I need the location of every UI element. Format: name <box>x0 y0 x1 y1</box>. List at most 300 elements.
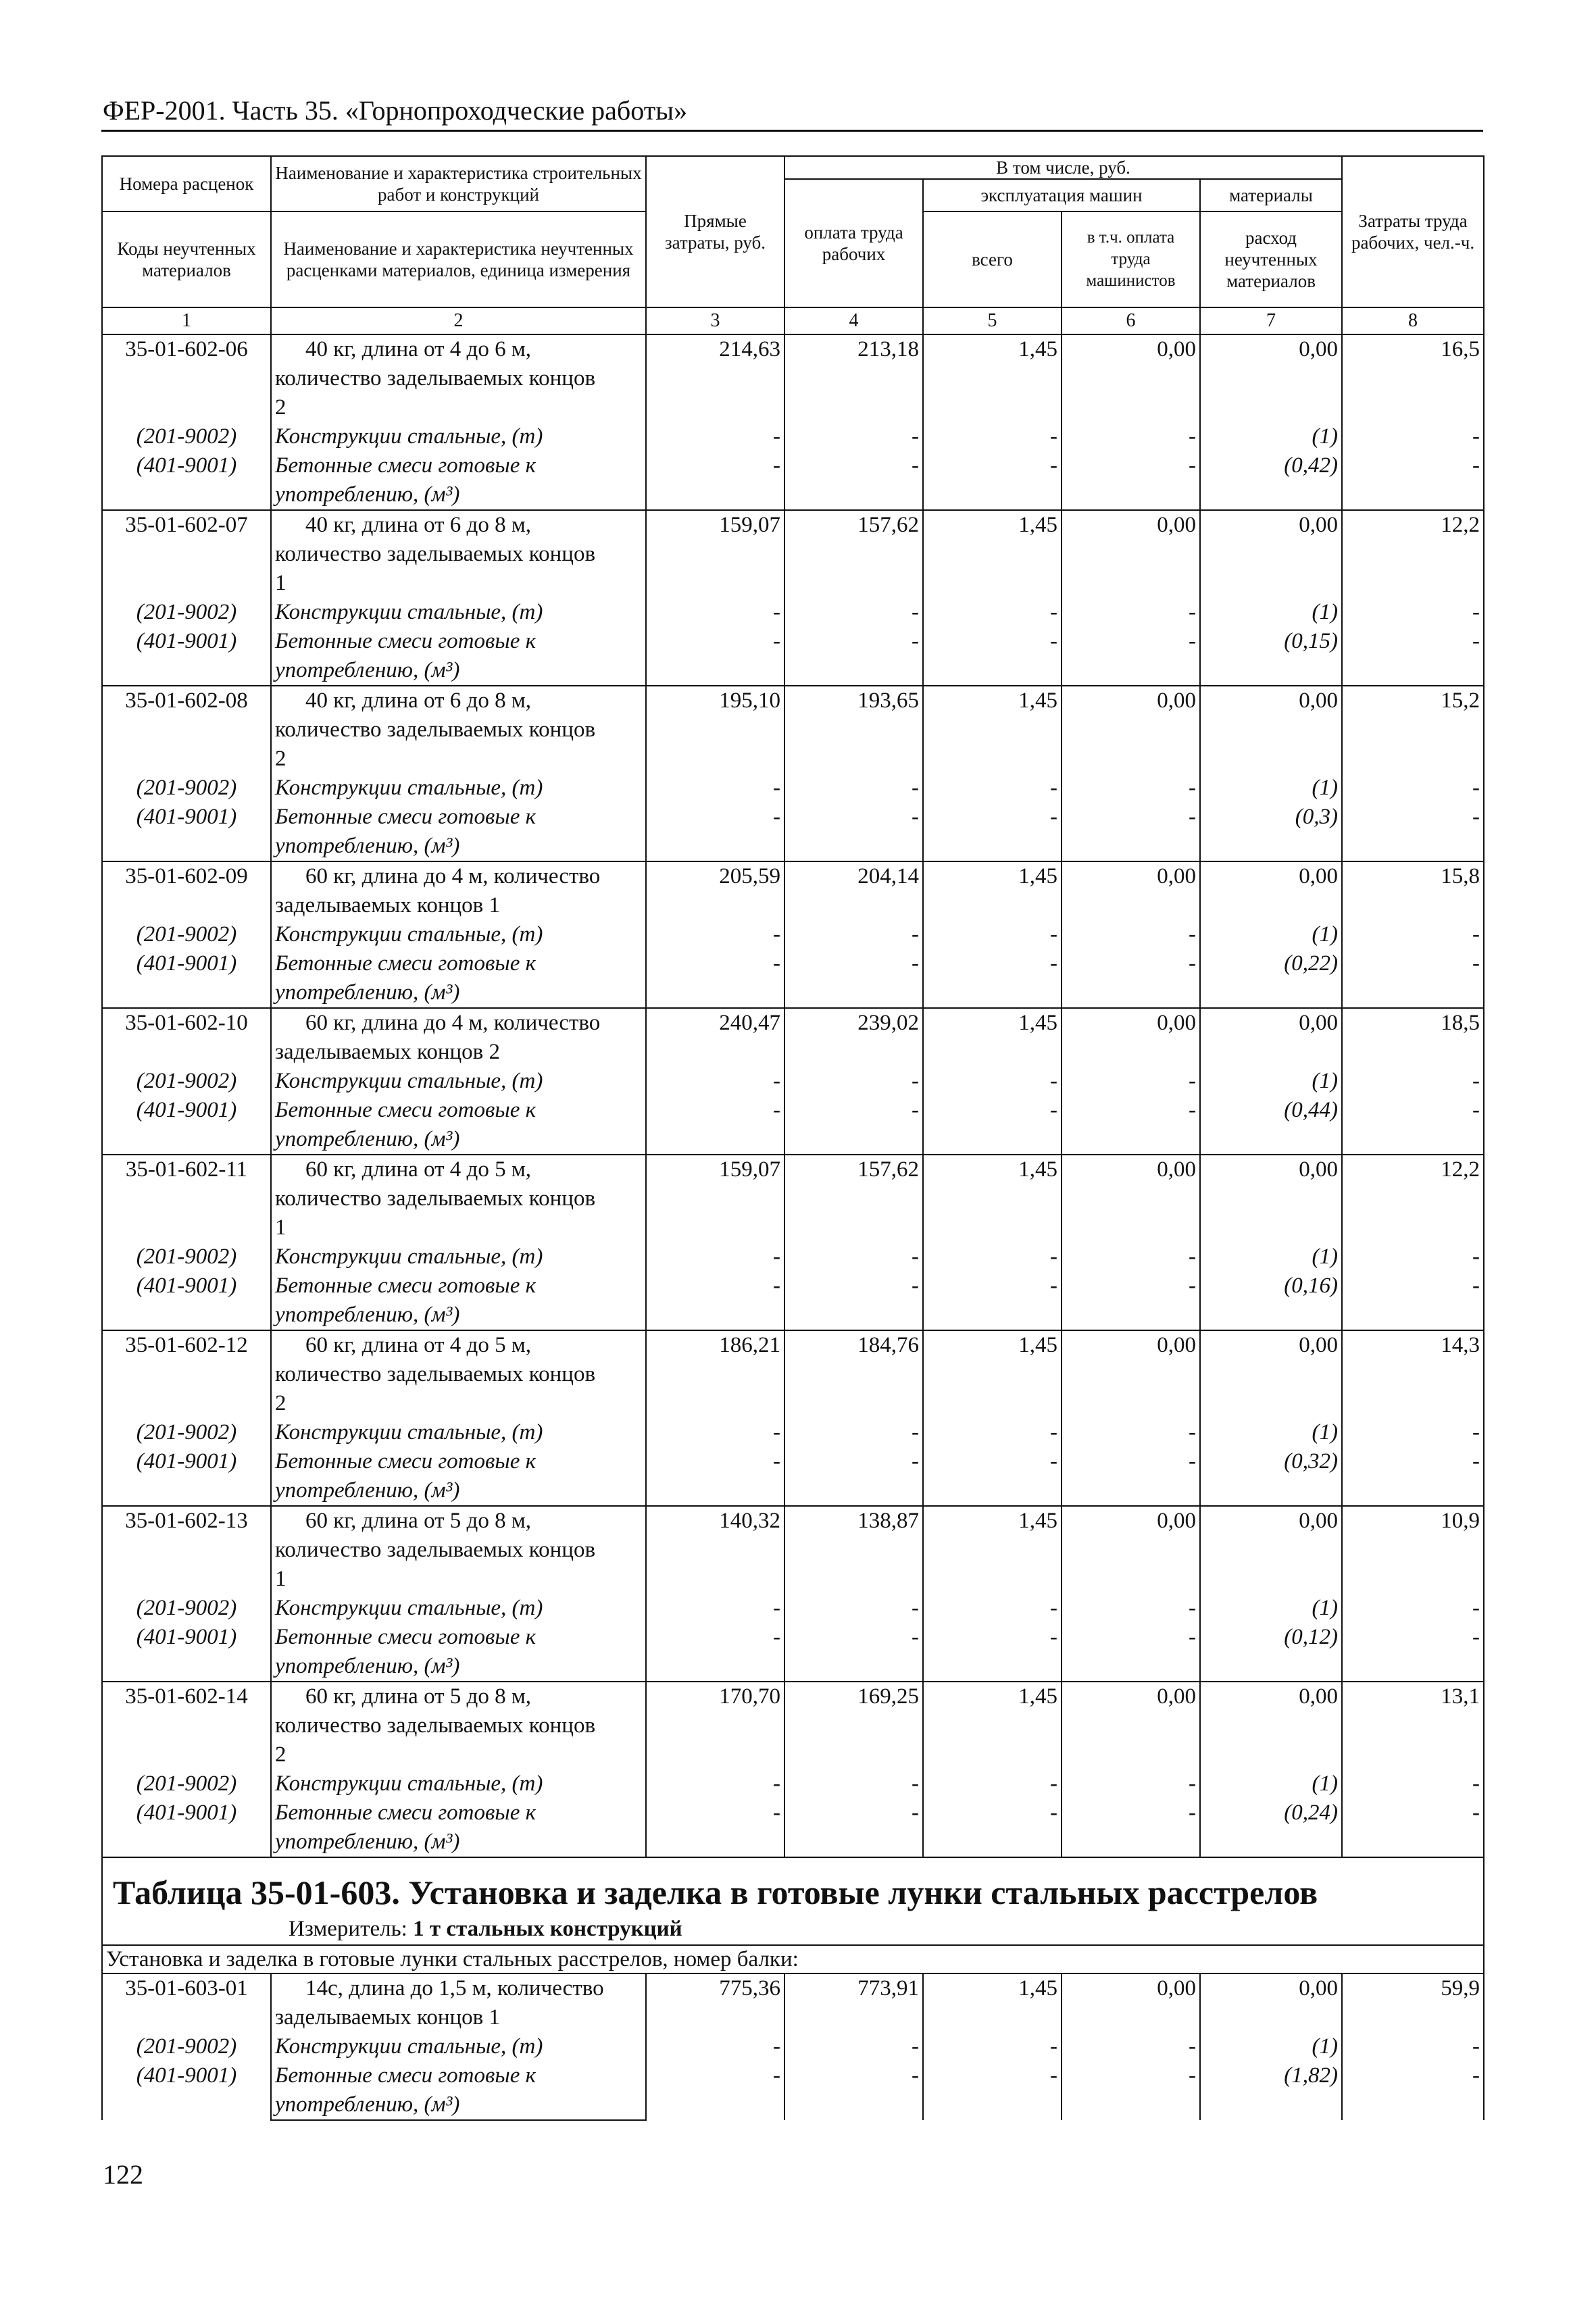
table-row <box>102 686 1484 715</box>
rate-name-line: количество заделываемых концов <box>271 1360 646 1389</box>
material-name-cont: употреблению, (м³) <box>271 1301 646 1330</box>
col-number: 3 <box>646 307 784 334</box>
rate-name-line: количество заделываемых концов <box>271 364 646 393</box>
dash-cell: - <box>1062 1242 1200 1272</box>
dash-cell: - <box>646 774 784 803</box>
table-row <box>102 451 1484 480</box>
dash-cell: - <box>923 422 1062 451</box>
table-row <box>102 949 1484 978</box>
table-row <box>102 1447 1484 1476</box>
dash-cell: - <box>646 451 784 510</box>
rate-labor: 12,2 <box>1342 1155 1484 1242</box>
table-row <box>102 1769 1484 1799</box>
material-code: (201-9002) <box>102 1418 271 1447</box>
header-rule <box>101 130 1483 132</box>
col-material-code-header: Коды неучтенных материалов <box>102 211 271 307</box>
rate-wages: 169,25 <box>784 1682 923 1769</box>
dash-cell: - <box>923 1272 1062 1330</box>
col-material-name-header: Наименование и характеристика неучтенных расценками материалов, единица измерения <box>271 211 646 307</box>
rate-wages: 138,87 <box>784 1506 923 1594</box>
dash-cell: - <box>646 627 784 686</box>
material-name-cont: употреблению, (м³) <box>271 480 646 510</box>
table-row <box>102 774 1484 803</box>
dash-cell: - <box>784 949 923 1008</box>
dash-cell: - <box>923 920 1062 949</box>
rate-labor: 15,2 <box>1342 686 1484 774</box>
material-name: Конструкции стальные, (т) <box>271 422 646 451</box>
dash-cell: - <box>646 949 784 1008</box>
rate-name-line: количество заделываемых концов <box>271 540 646 569</box>
table-row <box>102 1799 1484 1828</box>
rate-name-line: 1 <box>271 1213 646 1242</box>
rate-wages: 213,18 <box>784 334 923 422</box>
material-code: (401-9001) <box>102 1623 271 1682</box>
rate-direct: 170,70 <box>646 1682 784 1769</box>
rates-table <box>101 155 1485 2121</box>
rate-materials: 0,00 <box>1200 1008 1342 1067</box>
material-name: Конструкции стальные, (т) <box>271 598 646 627</box>
table-row <box>102 598 1484 627</box>
rate-code: 35-01-602-10 <box>102 1008 271 1067</box>
dash-cell: - <box>784 451 923 510</box>
dash-cell: - <box>923 803 1062 861</box>
table-row <box>102 1330 1484 1360</box>
rate-labor: 15,8 <box>1342 861 1484 920</box>
table-row <box>102 1067 1484 1096</box>
material-qty: (0,22) <box>1200 949 1342 1008</box>
material-qty: (1,82) <box>1200 2061 1342 2120</box>
measure-label: Измеритель: <box>289 1917 407 1941</box>
rate-materials: 0,00 <box>1200 510 1342 598</box>
dash-cell: - <box>646 803 784 861</box>
dash-cell: - <box>923 1769 1062 1799</box>
dash-cell: - <box>646 598 784 627</box>
rate-direct: 214,63 <box>646 334 784 422</box>
rate-direct: 205,59 <box>646 861 784 920</box>
col-number: 1 <box>102 307 271 334</box>
dash-cell: - <box>1062 422 1200 451</box>
material-name-cont: употреблению, (м³) <box>271 1652 646 1682</box>
material-name-cont: употреблению, (м³) <box>271 978 646 1008</box>
rate-name-line: количество заделываемых концов <box>271 1184 646 1213</box>
material-qty: (0,42) <box>1200 451 1342 510</box>
table-row <box>102 2061 1484 2090</box>
rate-wages: 157,62 <box>784 1155 923 1242</box>
rate-name-line: количество заделываемых концов <box>271 715 646 745</box>
rate-name-line: 40 кг, длина от 6 до 8 м, <box>271 686 646 715</box>
table-row <box>102 2032 1484 2061</box>
dash-cell: - <box>1342 774 1484 803</box>
dash-cell: - <box>1062 1272 1200 1330</box>
rate-name-line: 2 <box>271 1740 646 1769</box>
rate-labor: 14,3 <box>1342 1330 1484 1418</box>
rate-materials: 0,00 <box>1200 1973 1342 2032</box>
rate-direct: 240,47 <box>646 1008 784 1067</box>
material-qty: (1) <box>1200 920 1342 949</box>
dash-cell: - <box>1062 451 1200 510</box>
material-name-cont: употреблению, (м³) <box>271 832 646 861</box>
dash-cell: - <box>1062 627 1200 686</box>
table-row <box>102 627 1484 656</box>
table-row <box>102 803 1484 832</box>
rate-machinists: 0,00 <box>1062 861 1200 920</box>
table-row <box>102 1155 1484 1184</box>
dash-cell: - <box>923 2032 1062 2061</box>
dash-cell: - <box>1062 774 1200 803</box>
table-row <box>102 1272 1484 1301</box>
material-name-cont: употреблению, (м³) <box>271 1828 646 1857</box>
rate-direct: 186,21 <box>646 1330 784 1418</box>
dash-cell: - <box>1342 1242 1484 1272</box>
material-code: (401-9001) <box>102 2061 271 2120</box>
material-qty: (1) <box>1200 1769 1342 1799</box>
rate-materials: 0,00 <box>1200 1682 1342 1769</box>
dash-cell: - <box>1062 1447 1200 1506</box>
table-row <box>102 861 1484 891</box>
rate-code: 35-01-602-14 <box>102 1682 271 1769</box>
material-name: Бетонные смеси готовые к <box>271 451 646 480</box>
rate-name-line: заделываемых концов 1 <box>271 891 646 920</box>
measure-value: 1 т стальных конструкций <box>413 1917 682 1941</box>
dash-cell: - <box>923 1242 1062 1272</box>
rate-machinists: 0,00 <box>1062 510 1200 598</box>
material-code: (201-9002) <box>102 774 271 803</box>
dash-cell: - <box>1062 2032 1200 2061</box>
rate-code: 35-01-602-13 <box>102 1506 271 1594</box>
material-name-cont: употреблению, (м³) <box>271 1125 646 1155</box>
rate-code: 35-01-603-01 <box>102 1973 271 2032</box>
rate-name-line: количество заделываемых концов <box>271 1711 646 1740</box>
dash-cell: - <box>923 774 1062 803</box>
table-row <box>102 510 1484 540</box>
material-name: Бетонные смеси готовые к <box>271 1447 646 1476</box>
col-number: 7 <box>1200 307 1342 334</box>
col-number: 8 <box>1342 307 1484 334</box>
rate-machinists: 0,00 <box>1062 1506 1200 1594</box>
material-qty: (1) <box>1200 422 1342 451</box>
table-row <box>102 1506 1484 1536</box>
dash-cell: - <box>784 627 923 686</box>
dash-cell: - <box>646 2061 784 2120</box>
dash-cell: - <box>646 920 784 949</box>
material-code: (401-9001) <box>102 1799 271 1857</box>
dash-cell: - <box>1342 1067 1484 1096</box>
dash-cell: - <box>1342 1272 1484 1330</box>
rate-machines: 1,45 <box>923 510 1062 598</box>
dash-cell: - <box>646 2032 784 2061</box>
rate-name-line: заделываемых концов 2 <box>271 1038 646 1067</box>
col-labor-header: Затраты труда рабочих, чел.-ч. <box>1342 156 1484 307</box>
dash-cell: - <box>784 422 923 451</box>
material-name: Бетонные смеси готовые к <box>271 627 646 656</box>
material-code: (201-9002) <box>102 2032 271 2061</box>
material-name: Конструкции стальные, (т) <box>271 1594 646 1623</box>
dash-cell: - <box>784 1447 923 1506</box>
machines-group-header: эксплуатация машин <box>923 179 1200 211</box>
table-603-subheader: Установка и заделка в готовые лунки стальных расстрелов, номер балки: <box>102 1945 1484 1973</box>
material-qty: (0,15) <box>1200 627 1342 686</box>
material-name-cont: употреблению, (м³) <box>271 2090 646 2120</box>
col-work-name-header: Наименование и характеристика строительных работ и конструкций <box>271 156 646 211</box>
material-code: (201-9002) <box>102 1067 271 1096</box>
material-name: Бетонные смеси готовые к <box>271 1623 646 1652</box>
rate-name-line: 60 кг, длина до 4 м, количество <box>271 861 646 891</box>
rate-name-line: 2 <box>271 393 646 422</box>
rate-name-line: 60 кг, длина до 4 м, количество <box>271 1008 646 1038</box>
dash-cell: - <box>1342 1447 1484 1506</box>
material-code: (201-9002) <box>102 920 271 949</box>
material-name: Конструкции стальные, (т) <box>271 1769 646 1799</box>
material-name: Конструкции стальные, (т) <box>271 2032 646 2061</box>
dash-cell: - <box>646 1242 784 1272</box>
material-name: Бетонные смеси готовые к <box>271 803 646 832</box>
dash-cell: - <box>923 1447 1062 1506</box>
dash-cell: - <box>1342 1799 1484 1857</box>
dash-cell: - <box>646 1594 784 1623</box>
dash-cell: - <box>784 1272 923 1330</box>
rate-materials: 0,00 <box>1200 1155 1342 1242</box>
rate-labor: 13,1 <box>1342 1682 1484 1769</box>
rate-machines: 1,45 <box>923 334 1062 422</box>
rate-name-line: 1 <box>271 569 646 598</box>
rate-name-line: 1 <box>271 1565 646 1594</box>
material-qty: (1) <box>1200 1594 1342 1623</box>
rate-name-line: 60 кг, длина от 5 до 8 м, <box>271 1682 646 1711</box>
dash-cell: - <box>1342 803 1484 861</box>
material-qty: (0,12) <box>1200 1623 1342 1682</box>
material-code: (401-9001) <box>102 1272 271 1330</box>
dash-cell: - <box>1342 451 1484 510</box>
dash-cell: - <box>1062 1769 1200 1799</box>
rate-materials: 0,00 <box>1200 334 1342 422</box>
material-name: Конструкции стальные, (т) <box>271 920 646 949</box>
rate-machinists: 0,00 <box>1062 1008 1200 1067</box>
rate-machinists: 0,00 <box>1062 334 1200 422</box>
rate-name-line: заделываемых концов 1 <box>271 2003 646 2032</box>
dash-cell: - <box>923 1799 1062 1857</box>
material-name-cont: употреблению, (м³) <box>271 1476 646 1506</box>
measure-line <box>106 1913 1480 1944</box>
rate-machinists: 0,00 <box>1062 1973 1200 2032</box>
table-row <box>102 334 1484 364</box>
dash-cell: - <box>1342 1418 1484 1447</box>
rate-machines: 1,45 <box>923 1155 1062 1242</box>
col-number: 5 <box>923 307 1062 334</box>
table-row <box>102 1594 1484 1623</box>
dash-cell: - <box>923 1418 1062 1447</box>
material-code: (401-9001) <box>102 803 271 861</box>
col-rate-number-header: Номера расценок <box>102 156 271 211</box>
dash-cell: - <box>646 1799 784 1857</box>
dash-cell: - <box>784 1067 923 1096</box>
table-row <box>102 1096 1484 1125</box>
rate-wages: 193,65 <box>784 686 923 774</box>
rate-wages: 184,76 <box>784 1330 923 1418</box>
rate-machines: 1,45 <box>923 686 1062 774</box>
material-code: (201-9002) <box>102 598 271 627</box>
dash-cell: - <box>784 920 923 949</box>
dash-cell: - <box>784 1096 923 1155</box>
table-row <box>102 1418 1484 1447</box>
dash-cell: - <box>784 2032 923 2061</box>
rate-name-line: 40 кг, длина от 4 до 6 м, <box>271 334 646 364</box>
dash-cell: - <box>646 1418 784 1447</box>
dash-cell: - <box>1342 949 1484 1008</box>
col-number: 6 <box>1062 307 1200 334</box>
rate-machinists: 0,00 <box>1062 1155 1200 1242</box>
rate-labor: 59,9 <box>1342 1973 1484 2032</box>
rate-direct: 159,07 <box>646 1155 784 1242</box>
rate-materials: 0,00 <box>1200 1330 1342 1418</box>
rate-machines: 1,45 <box>923 1682 1062 1769</box>
table-row <box>102 1682 1484 1711</box>
rate-materials: 0,00 <box>1200 1506 1342 1594</box>
dash-cell: - <box>923 1067 1062 1096</box>
material-qty: (0,32) <box>1200 1447 1342 1506</box>
material-name: Бетонные смеси готовые к <box>271 949 646 978</box>
material-name: Конструкции стальные, (т) <box>271 1067 646 1096</box>
material-code: (201-9002) <box>102 422 271 451</box>
dash-cell: - <box>923 2061 1062 2120</box>
material-code: (201-9002) <box>102 1242 271 1272</box>
material-qty: (1) <box>1200 1242 1342 1272</box>
dash-cell: - <box>646 422 784 451</box>
dash-cell: - <box>1342 422 1484 451</box>
dash-cell: - <box>923 1096 1062 1155</box>
material-qty: (0,44) <box>1200 1096 1342 1155</box>
dash-cell: - <box>923 1623 1062 1682</box>
rate-wages: 773,91 <box>784 1973 923 2032</box>
material-code: (401-9001) <box>102 1447 271 1506</box>
dash-cell: - <box>1062 803 1200 861</box>
rate-wages: 157,62 <box>784 510 923 598</box>
dash-cell: - <box>1062 598 1200 627</box>
dash-cell: - <box>646 1272 784 1330</box>
material-name: Бетонные смеси готовые к <box>271 1799 646 1828</box>
dash-cell: - <box>784 1418 923 1447</box>
material-qty: (1) <box>1200 2032 1342 2061</box>
rate-machinists: 0,00 <box>1062 1330 1200 1418</box>
col-materials-consumption-header: расход неучтенных материалов <box>1200 211 1342 307</box>
material-code: (201-9002) <box>102 1769 271 1799</box>
dash-cell: - <box>1342 1594 1484 1623</box>
material-qty: (1) <box>1200 1418 1342 1447</box>
material-code: (401-9001) <box>102 627 271 686</box>
rate-code: 35-01-602-08 <box>102 686 271 774</box>
rate-labor: 12,2 <box>1342 510 1484 598</box>
dash-cell: - <box>784 803 923 861</box>
rate-code: 35-01-602-06 <box>102 334 271 422</box>
rate-wages: 204,14 <box>784 861 923 920</box>
rate-materials: 0,00 <box>1200 861 1342 920</box>
material-name: Бетонные смеси готовые к <box>271 1272 646 1301</box>
page-number: 122 <box>103 2159 143 2190</box>
rate-machines: 1,45 <box>923 861 1062 920</box>
dash-cell: - <box>784 598 923 627</box>
table-603-title: Таблица 35-01-603. Установка и заделка в готовые лунки стальных расстрелов <box>113 1873 1318 1911</box>
dash-cell: - <box>1342 627 1484 686</box>
dash-cell: - <box>1062 1799 1200 1857</box>
dash-cell: - <box>1062 2061 1200 2120</box>
material-name: Бетонные смеси готовые к <box>271 1096 646 1125</box>
dash-cell: - <box>923 598 1062 627</box>
material-qty: (0,3) <box>1200 803 1342 861</box>
material-name: Конструкции стальные, (т) <box>271 774 646 803</box>
rate-labor: 10,9 <box>1342 1506 1484 1594</box>
dash-cell: - <box>784 1594 923 1623</box>
rate-name-line: 60 кг, длина от 5 до 8 м, <box>271 1506 646 1536</box>
dash-cell: - <box>1062 1418 1200 1447</box>
rate-code: 35-01-602-12 <box>102 1330 271 1418</box>
material-code: (401-9001) <box>102 949 271 1008</box>
running-header: ФЕР-2001. Часть 35. «Горнопроходческие работы» <box>103 95 688 126</box>
material-qty: (1) <box>1200 774 1342 803</box>
table-row <box>102 1242 1484 1272</box>
material-qty: (1) <box>1200 1067 1342 1096</box>
rate-machinists: 0,00 <box>1062 1682 1200 1769</box>
table-row <box>102 1973 1484 2003</box>
rate-code: 35-01-602-09 <box>102 861 271 920</box>
table-row <box>102 1623 1484 1652</box>
material-code: (401-9001) <box>102 1096 271 1155</box>
rate-machines: 1,45 <box>923 1330 1062 1418</box>
dash-cell: - <box>1062 920 1200 949</box>
dash-cell: - <box>784 2061 923 2120</box>
dash-cell: - <box>646 1769 784 1799</box>
incl-group-header: В том числе, руб. <box>784 156 1342 179</box>
material-code: (401-9001) <box>102 451 271 510</box>
dash-cell: - <box>784 1799 923 1857</box>
dash-cell: - <box>646 1623 784 1682</box>
dash-cell: - <box>1342 2032 1484 2061</box>
material-name: Бетонные смеси готовые к <box>271 2061 646 2090</box>
rate-name-line: 60 кг, длина от 4 до 5 м, <box>271 1155 646 1184</box>
rate-name-line: 60 кг, длина от 4 до 5 м, <box>271 1330 646 1360</box>
col-machines-total-header: всего <box>923 211 1062 307</box>
rate-direct: 775,36 <box>646 1973 784 2032</box>
dash-cell: - <box>646 1067 784 1096</box>
table-row <box>102 1008 1484 1038</box>
dash-cell: - <box>1342 598 1484 627</box>
rate-direct: 195,10 <box>646 686 784 774</box>
dash-cell: - <box>1062 1096 1200 1155</box>
dash-cell: - <box>1062 1067 1200 1096</box>
dash-cell: - <box>1342 1769 1484 1799</box>
rate-name-line: 2 <box>271 745 646 774</box>
dash-cell: - <box>1062 1594 1200 1623</box>
dash-cell: - <box>923 1594 1062 1623</box>
rate-labor: 18,5 <box>1342 1008 1484 1067</box>
dash-cell: - <box>1342 1096 1484 1155</box>
dash-cell: - <box>1342 2061 1484 2120</box>
rate-machines: 1,45 <box>923 1506 1062 1594</box>
rate-materials: 0,00 <box>1200 686 1342 774</box>
rate-name-line: 2 <box>271 1389 646 1418</box>
col-number: 4 <box>784 307 923 334</box>
rate-name-line: 40 кг, длина от 6 до 8 м, <box>271 510 646 540</box>
rate-direct: 140,32 <box>646 1506 784 1594</box>
material-qty: (0,24) <box>1200 1799 1342 1857</box>
col-machinists-header: в т.ч. оплата труда машинистов <box>1062 211 1200 307</box>
table-row <box>102 920 1484 949</box>
dash-cell: - <box>923 949 1062 1008</box>
dash-cell: - <box>1342 920 1484 949</box>
material-code: (201-9002) <box>102 1594 271 1623</box>
col-number: 2 <box>271 307 646 334</box>
rate-machines: 1,45 <box>923 1973 1062 2032</box>
material-qty: (0,16) <box>1200 1272 1342 1330</box>
col-direct-costs-header: Прямые затраты, руб. <box>646 156 784 307</box>
